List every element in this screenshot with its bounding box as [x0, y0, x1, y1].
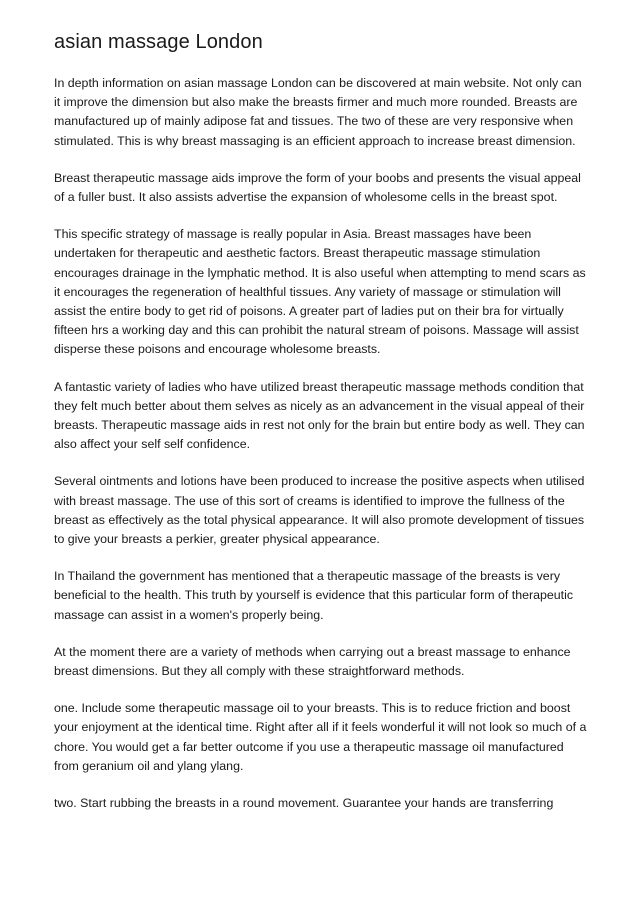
paragraph-3: This specific strategy of massage is really popular in Asia. Breast massages have been undertaken for therapeutic and aesthetic factors. Breast therapeutic massage stimulation encourages drainage in the lymphatic method. It is also useful when attempting to mend scars as it encourages the regeneration of healthful tissues. Any variety of massage or stimulation will assist the entire body to get rid of poisons. A greater part of ladies put on their bra for virtually fifteen hrs a working day and this can prohibit the natural stream of poisons. Massage will assist disperse these poisons and encourage wholesome breasts. [54, 227, 586, 357]
paragraph-8: one. Include some therapeutic massage oil to your breasts. This is to reduce friction and boost your enjoyment at the identical time. Right after all if it feels wonderful it will not look so much of a chore. You would get a far better outcome if you use a therapeutic massage oil manufactured from geranium oil and ylang ylang. [54, 701, 587, 773]
paragraph-9: two. Start rubbing the breasts in a round movement. Guarantee your hands are transferring [54, 796, 554, 811]
paragraph-4: A fantastic variety of ladies who have utilized breast therapeutic massage methods condition that they felt much better about them selves as nicely as an advancement in the visual appeal of their breasts. Therapeutic massage aids in rest not only for the brain but entire body as well. They can also affect your self self confidence. [54, 379, 585, 452]
paragraph-5: Several ointments and lotions have been produced to increase the positive aspects when utilised with breast massage. The use of this sort of creams is identified to improve the fullness of the breast as effectively as the total physical appearance. It will also promote development of tissues to give your breasts a perkier, greater physical appearance. [54, 474, 585, 547]
paragraph-2: Breast therapeutic massage aids improve the form of your boobs and presents the visual appeal of a fuller bust. It also assists advertise the expansion of wholesome cells in the breast spot. [54, 170, 581, 205]
page-title: asian massage London [54, 31, 263, 53]
paragraph-7: At the moment there are a variety of methods when carrying out a breast massage to enhance breast dimensions. But they all comply with these straightforward methods. [54, 644, 571, 679]
paragraph-6: In Thailand the government has mentioned that a therapeutic massage of the breasts is very beneficial to the health. This truth by yourself is evidence that this particular form of therapeutic massage can assist in a women's properly being. [54, 569, 574, 622]
paragraph-1: In depth information on asian massage London can be discovered at main website. Not only can it improve the dimension but also make the breasts firmer and much more rounded. Breasts are manufactured up of mainly adipose fat and tissues. The two of these are very responsive when stimulated. This is why breast massaging is an efficient approach to increase breast dimension. [54, 76, 582, 148]
document-body [54, 74, 590, 813]
